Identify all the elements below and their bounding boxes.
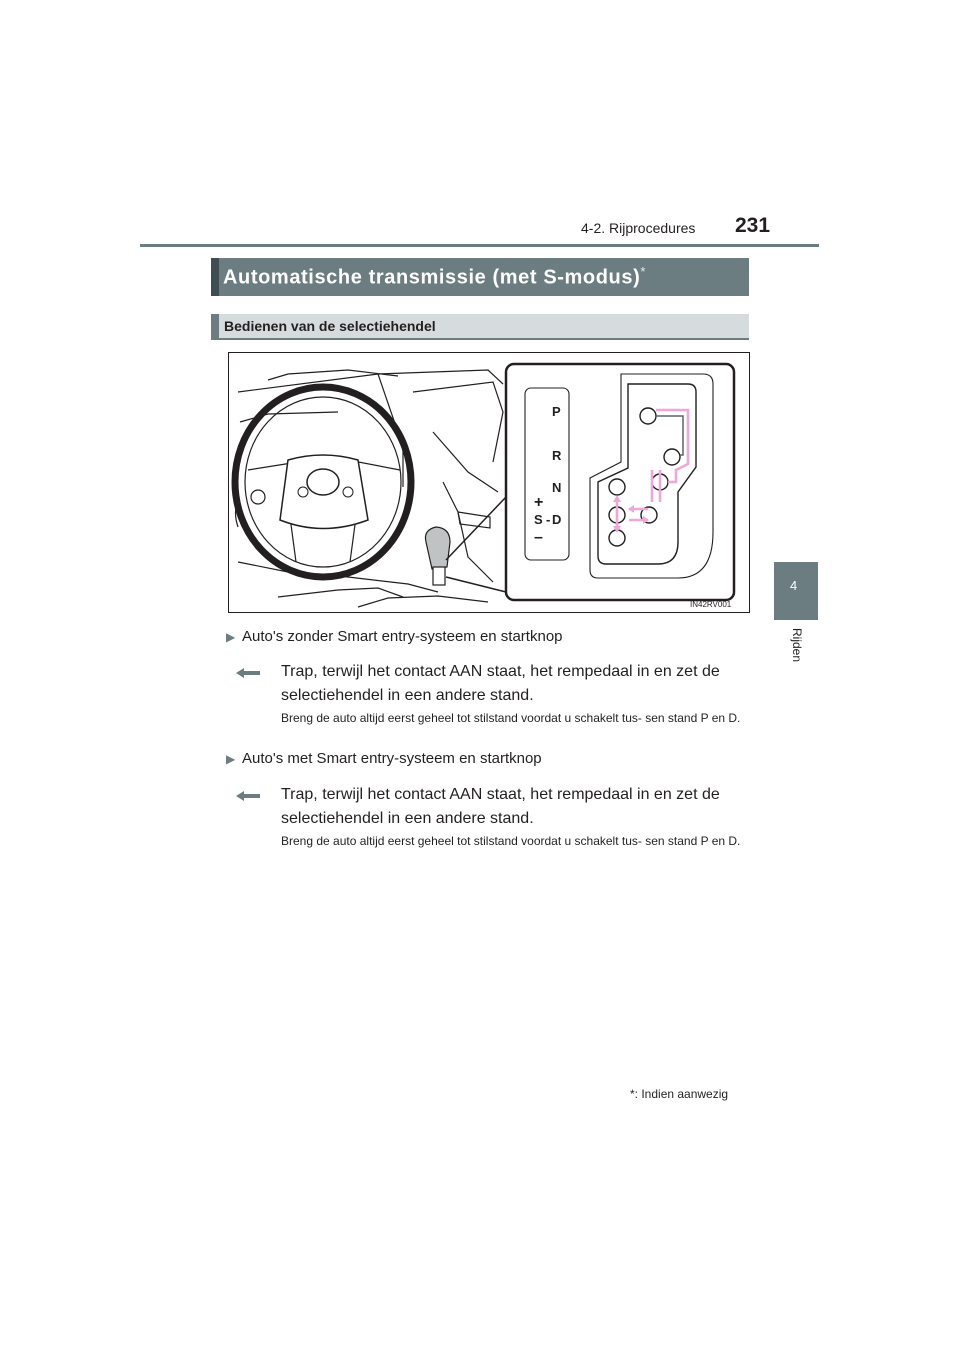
footnote-asterisk: * (630, 1087, 635, 1101)
item-note: Breng de auto altijd eerst geheel tot stilstand voordat u schakelt tus- sen stand P en D. (281, 711, 741, 725)
section-title: 4-2. Rijprocedures (581, 220, 696, 236)
position-plus: + (534, 494, 544, 511)
footnote-text: : Indien aanwezig (634, 1087, 729, 1101)
page-title-text: Automatische transmissie (met S-modus) (223, 266, 641, 289)
subsection-accent (211, 314, 219, 338)
bullet-arrow-icon: ▶ (226, 630, 236, 644)
position-D: D (552, 512, 562, 527)
item-instruction: Trap, terwijl het contact AAN staat, het rempedaal in en zet de selectiehendel in een andere stand. (281, 663, 720, 704)
position-minus: – (534, 529, 543, 546)
header-divider (140, 244, 819, 247)
position-R: R (552, 448, 562, 463)
position-P: P (552, 404, 561, 419)
item-heading: Auto's zonder Smart entry-systeem en startknop (242, 628, 563, 645)
item-instruction: Trap, terwijl het contact AAN staat, het rempedaal in en zet de selectiehendel in een andere stand. (281, 786, 720, 827)
lever-direction-icon (236, 668, 260, 678)
chapter-number: 4 (790, 578, 798, 593)
subsection-underline (211, 338, 749, 340)
position-N: N (552, 480, 562, 495)
lever-direction-icon (236, 791, 260, 801)
item-note: Breng de auto altijd eerst geheel tot stilstand voordat u schakelt tus- sen stand P en D. (281, 834, 741, 848)
item-heading: Auto's met Smart entry-systeem en startknop (242, 750, 542, 767)
position-hyphen: - (546, 512, 551, 527)
figure-code: IN42RV001 (690, 600, 732, 609)
page-number: 231 (735, 214, 771, 237)
subsection-title: Bedienen van de selectiehendel (224, 318, 436, 334)
chapter-title: Rijden (790, 628, 804, 663)
title-accent (211, 258, 219, 296)
footnote (630, 1087, 728, 1101)
position-S: S (534, 512, 543, 527)
title-asterisk: * (640, 264, 647, 279)
bullet-arrow-icon: ▶ (226, 752, 236, 766)
page-title (223, 264, 646, 290)
shift-lever-illustration (228, 352, 750, 613)
